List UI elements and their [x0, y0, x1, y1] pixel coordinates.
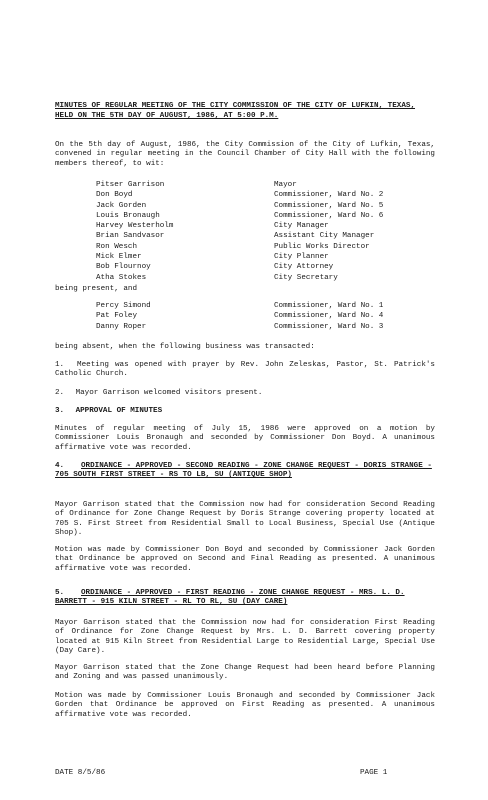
item-4-paragraph-2: Motion was made by Commissioner Don Boyd and seconded by Commissioner Jack Gorden that Ordinance be approved on Second and Final Reading as presented. A unanimous affirmative vote was recorded.	[55, 546, 435, 573]
item-number: 5.	[55, 589, 65, 597]
member-name: Pitser Garrison	[96, 181, 165, 189]
member-name: Brian Sandvasor	[96, 232, 165, 241]
member-role: Public Works Director	[274, 242, 370, 251]
member-name: Harvey Westerholm	[96, 222, 174, 231]
item-number: 2.	[55, 389, 65, 397]
member-role: Commissioner, Ward No. 2	[274, 191, 384, 200]
member-name: Danny Roper	[96, 322, 147, 331]
footer-page-number: PAGE 1	[360, 769, 388, 777]
item-text: Meeting was opened with prayer by Rev. John Zeleskas, Pastor, St. Patrick's Catholic Church.	[55, 361, 435, 379]
item-4-paragraph-1: Mayor Garrison stated that the Commission now had for consideration Second Reading of Ordinance for Zone Change Request by Doris Strange covering property located at 705 S. First Street from Residential Small to Local Business, Special Use (Antique Shop).	[55, 501, 435, 538]
item-title-text: ORDINANCE - APPROVED - FIRST READING - ZONE CHANGE REQUEST - MRS. L. D. BARRETT - 915 KILN STREET - RL TO RL, SU (DAY CARE)	[55, 589, 405, 607]
member-name: Bob Flournoy	[96, 263, 151, 272]
member-name: Pat Foley	[96, 312, 138, 321]
item-number: 3.	[55, 407, 65, 415]
member-role: Mayor	[274, 181, 297, 189]
item-number: 4.	[55, 462, 65, 470]
being-present-text: being present, and	[55, 285, 138, 293]
member-role: Commissioner, Ward No. 4	[274, 312, 384, 321]
member-name: Jack Gorden	[96, 201, 147, 210]
member-role: Commissioner, Ward No. 3	[274, 322, 384, 331]
item-title-text: ORDINANCE - APPROVED - SECOND READING - ZONE CHANGE REQUEST - DORIS STRANGE - 705 SOUTH FIRST STREET - RS TO LB, SU (ANTIQUE SHOP)	[55, 462, 432, 480]
item-text: Mayor Garrison welcomed visitors present.	[75, 389, 263, 397]
footer-date: DATE 8/5/86	[55, 769, 106, 777]
member-name: Mick Elmer	[96, 253, 142, 262]
member-role: City Secretary	[274, 273, 338, 282]
item-number: 1.	[55, 361, 65, 369]
item-5-paragraph-2: Mayor Garrison stated that the Zone Change Request had been heard before Planning and Zoning and was passed unanimously.	[55, 664, 435, 682]
member-role: Assistant City Manager	[274, 232, 375, 241]
member-role: Commissioner, Ward No. 5	[274, 201, 384, 210]
member-name: Percy Simond	[96, 302, 151, 310]
item-4-title	[55, 462, 435, 481]
member-role: Commissioner, Ward No. 1	[274, 302, 384, 310]
item-2	[55, 389, 435, 398]
member-role: City Manager	[274, 222, 329, 231]
document-heading: MINUTES OF REGULAR MEETING OF THE CITY COMMISSION OF THE CITY OF LUFKIN, TEXAS, HELD ON THE 5TH DAY OF AUGUST, 1986, AT 5:00 P.M.	[55, 102, 416, 120]
item-1	[55, 361, 435, 380]
member-role: Commissioner, Ward No. 6	[274, 211, 384, 220]
item-5-paragraph-1: Mayor Garrison stated that the Commission now had for consideration First Reading of Ordinance for Zone Change Request by Mrs. L. D. Barrett covering property located at 915 Kiln Street from Residential Large to Residential Large, Special Use (Day Care).	[55, 619, 435, 656]
being-absent-text: being absent, when the following business was transacted:	[55, 343, 315, 351]
member-name: Louis Bronaugh	[96, 211, 160, 220]
item-5-title	[55, 589, 435, 608]
member-name: Atha Stokes	[96, 273, 147, 282]
item-5-paragraph-3: Motion was made by Commissioner Louis Bronaugh and seconded by Commissioner Jack Gorden that Ordinance be approved on First Reading as presented. A unanimous affirmative vote was recorded.	[55, 692, 435, 719]
item-title-text: APPROVAL OF MINUTES	[75, 407, 163, 415]
member-role: City Attorney	[274, 263, 334, 272]
member-role: City Planner	[274, 253, 329, 262]
item-3-text: Minutes of regular meeting of July 15, 1986 were approved on a motion by Commissioner Louis Bronaugh and seconded by Commissioner Don Boyd. A unanimous affirmative vote was recorded.	[55, 425, 435, 452]
member-name: Don Boyd	[96, 191, 133, 200]
item-3-title	[55, 407, 435, 416]
intro-paragraph: On the 5th day of August, 1986, the City Commission of the City of Lufkin, Texas, convened in regular meeting in the Council Chamber of City Hall with the following members thereof, to wit:	[55, 141, 435, 168]
member-name: Ron Wesch	[96, 242, 138, 251]
